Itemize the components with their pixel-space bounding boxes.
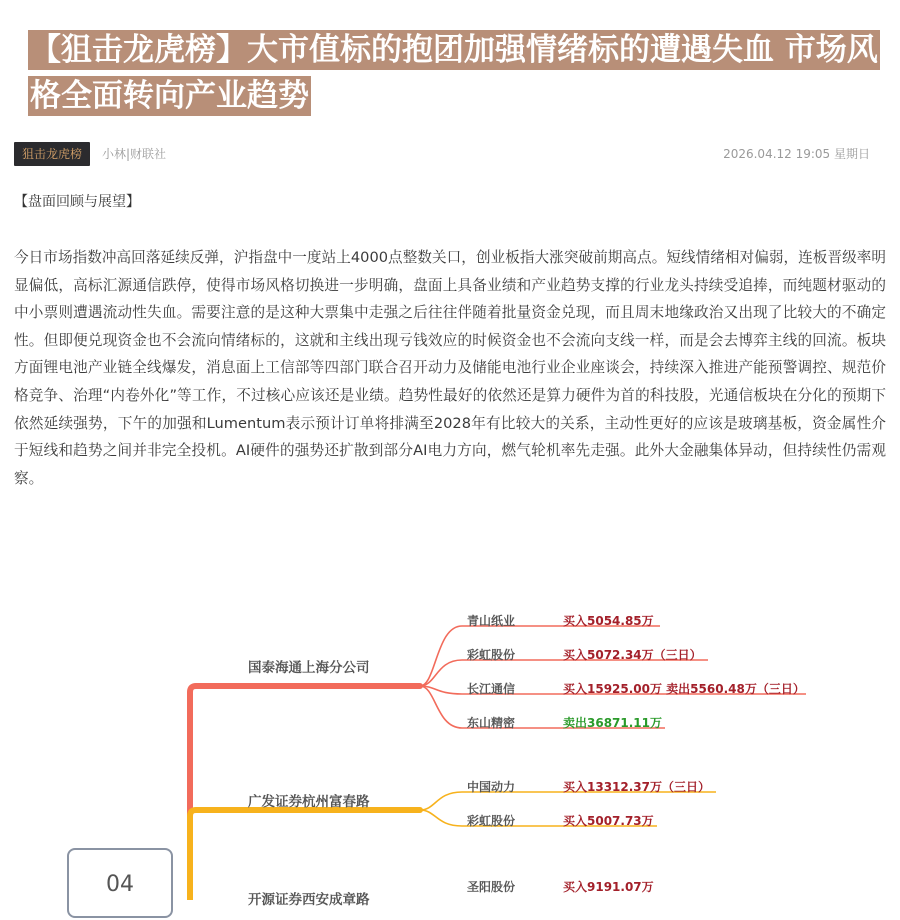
article-title-block [28,27,878,119]
branch-broker-3: 开源证券西安成章路 [248,892,370,908]
article-meta [14,142,884,166]
article-title: 【狙击龙虎榜】大市值标的抱团加强情绪标的遭遇失血 市场风格全面转向产业趋势 [30,32,878,114]
branch-2-stock-2: 彩虹股份 [467,814,516,828]
branch-1-stock-2: 彩虹股份 [467,648,516,662]
branch-1-stock-3: 长江通信 [467,682,516,696]
branch-2-stock-1: 中国动力 [467,780,516,794]
author-label: 小林|财联社 [102,147,167,161]
branch-2-deal-1: 买入13312.37万（三日） [563,780,711,794]
section-heading: 【盘面回顾与展望】 [14,194,140,210]
article-paragraph: 今日市场指数冲高回落延续反弹，沪指盘中一度站上4000点整数关口，创业板指大涨突破前期高点。短线情绪相对偏弱，连板晋级率明显偏低，高标汇源通信跌停，使得市场风格切换进一步明确，盘面上具备业绩和产业趋势支撑的行业龙头持续受追捧，而纯题材驱动的中小票则遭遇流动性失血。需要注意的是这种大票集中走强之后往往伴随着批量资金兑现，而且周末地缘政治又出现了比较大的不确定性。但即便兑现资金也不会流向情绪标的，这就和主线出现亏钱效应的时候资金也不会流向支线一样，而是会去博弈主线的回流。板块方面锂电池产业链全线爆发，消息面上工信部等四部门联合召开动力及储能电池行业企业座谈会，持续深入推进产能预警调控、规范价格竞争、治理“内卷外化”等工作，不过核心应该还是业绩。趋势性最好的依然还是算力硬件为首的科技股，光通信板块在分化的预期下依然延续强势，下午的加强和Lumentum表示预计订单将排满至2028年有比较大的关系，主动性更好的应该是玻璃基板，资金属性介于短线和趋势之间并非完全投机。AI硬件的强势还扩散到部分AI电力方向，燃气轮机率先走强。此外大金融集体异动，但持续性仍需观察。 [14,249,886,487]
column-tag[interactable]: 狙击龙虎榜 [14,142,90,166]
branch-1-stock-1: 青山纸业 [467,614,516,628]
branch-broker-1: 国泰海通上海分公司 [248,660,370,676]
branch-3-deal-1: 买入9191.07万 [563,880,654,894]
branch-1-deal-1: 买入5054.85万 [563,614,654,628]
section-number-box: 04 [67,848,173,918]
branch-1-deal-2: 买入5072.34万（三日） [563,648,702,662]
branch-broker-2: 广发证券杭州富春路 [248,794,370,810]
branch-3-stock-1: 圣阳股份 [467,880,516,894]
publish-datetime: 2026.04.12 19:05 星期日 [723,147,870,161]
branch-1-stock-4: 东山精密 [467,716,516,730]
branch-1-deal-3: 买入15925.00万 卖出5560.48万（三日） [563,682,805,696]
mindmap-diagram [0,590,900,908]
branch-1-deal-4: 卖出36871.11万 [563,716,663,730]
branch-2-deal-2: 买入5007.73万 [563,814,654,828]
